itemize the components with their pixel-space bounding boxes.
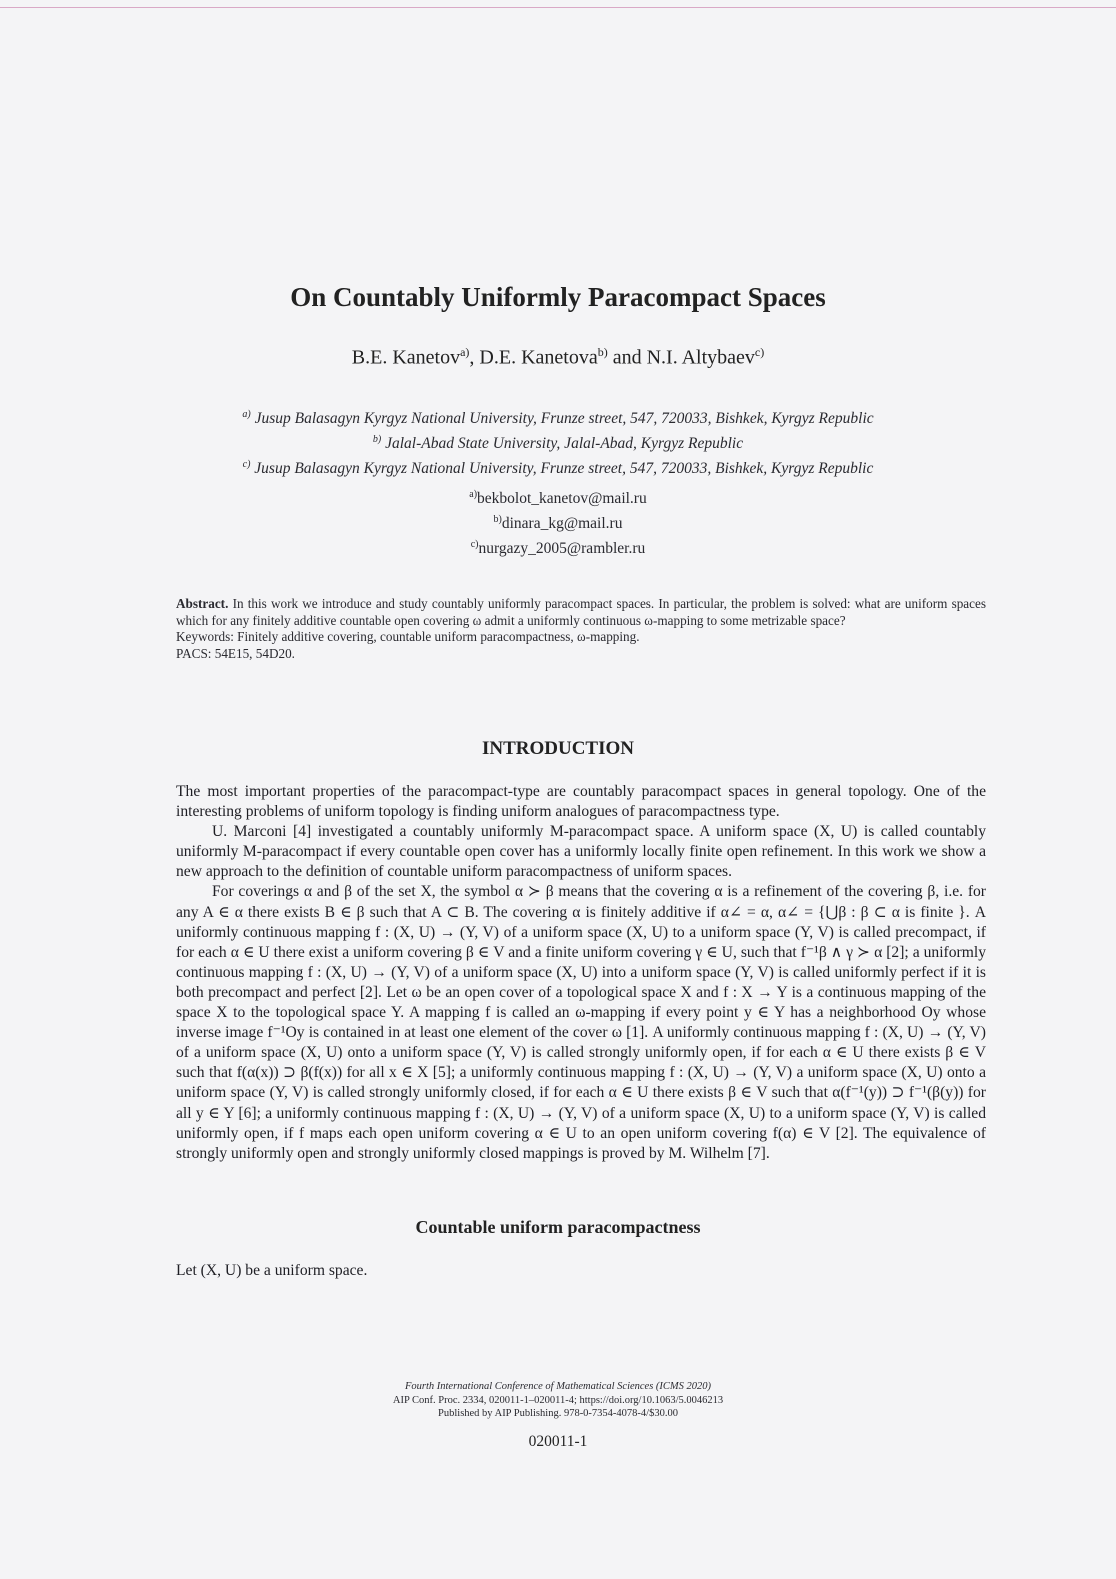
affiliation-mark: c) <box>242 459 251 471</box>
email-mark: a) <box>469 489 478 500</box>
email-mark: b) <box>493 514 502 526</box>
email-mark: c) <box>470 539 479 551</box>
email-line <box>0 484 1116 509</box>
footer-conference: Fourth International Conference of Mathematical Sciences (ICMS 2020) <box>404 1381 712 1392</box>
abstract-text: In this work we introduce and study countably uniformly paracompact spaces. In particular, the problem is solved: what are uniform spaces which for any finitely additive countable open covering ω admit a uniformly continuous ω-mapping to some metrizable space? <box>176 596 986 628</box>
affiliation-mark: a) <box>242 409 251 420</box>
body-paragraph: For coverings α and β of the set X, the symbol α ≻ β means that the covering α is a refinement of the covering β, i.e. for any A ∈ α there exists B ∈ β such that A ⊂ B. The covering α is finitely additive if α∠ = α, α∠ = {⋃β : β ⊂ α is finite }. A uniformly continuous mapping f : (X, U) → (Y, V) of a uniform space (X, U) to a uniform space (Y, V) is called precompact, if for each α ∈ U there exist a uniform covering β ∈ V and a finite uniform covering γ ∈ U, such that f⁻¹β ∧ γ ≻ α [2]; a uniformly continuous mapping f : (X, U) → (Y, V) of a uniform space (X, U) into a uniform space (Y, V) is called uniformly perfect if it is both precompact and perfect [2]. Let ω be an open cover of a topological space X and f : X → Y is a continuous mapping of the space X to the topological space Y. A mapping f is called an ω-mapping if every point y ∈ Y has a neighborhood Oy whose inverse image f⁻¹Oy is contained in at least one element of the cover ω [1]. A uniformly continuous mapping f : (X, U) → (Y, V) of a uniform space (X, U) onto a uniform space (Y, V) is called strongly uniformly open, if for each α ∈ U there exists β ∈ V such that f(α(x)) ⊃ β(f(x)) for all x ∈ X [5]; a uniformly continuous mapping f : (X, U) → (Y, V) a uniform space (X, U) onto a uniform space (Y, V) is called strongly uniformly closed, if for each α ∈ U there exists β ∈ V such that α(f⁻¹(y)) ⊃ f⁻¹(β(y)) for all y ∈ Y [6]; a uniformly continuous mapping f : (X, U) → (Y, V) of a uniform space (X, U) to a uniform space (Y, V) is called uniformly open, if f maps each open uniform covering α ∈ U to an open uniform covering f(α) ∈ V [2]. The equivalence of strongly uniformly open and strongly uniformly closed mappings is proved by M. Wilhelm [7]. <box>176 883 986 1162</box>
affiliation-text: Jusup Balasagyn Kyrgyz National University, Frunze street, 547, 720033, Bishkek, Kyrgyz Republic <box>254 460 874 478</box>
email-address: bekbolot_kanetov@mail.ru <box>477 490 647 508</box>
abstract-label: Abstract. <box>176 596 229 611</box>
author-name: B.E. Kanetov <box>351 346 461 369</box>
author-list <box>0 345 1116 370</box>
author-name: D.E. Kanetova <box>479 346 598 369</box>
affiliation-text: Jalal-Abad State University, Jalal-Abad, Kyrgyz Republic <box>385 435 744 453</box>
abstract-block <box>176 596 986 662</box>
email-address: dinara_kg@mail.ru <box>501 515 623 533</box>
affiliation-mark: b) <box>372 434 382 446</box>
body-paragraph: The most important properties of the paracompact-type are countably paracompact spaces in general topology. One of the interesting problems of uniform topology is finding uniform analogues of paracompactness type. <box>176 783 986 821</box>
affiliation-line <box>0 404 1116 429</box>
author-separator: and <box>607 346 647 369</box>
footer-proceedings: AIP Conf. Proc. 2334, 020011-1–020011-4; https://doi.org/10.1063/5.0046213 <box>392 1394 724 1406</box>
introduction-body <box>176 782 986 1164</box>
author-mark: b) <box>597 345 608 359</box>
author-mark: a) <box>460 345 470 359</box>
affiliation-text: Jusup Balasagyn Kyrgyz National University, Frunze street, 547, 720033, Bishkek, Kyrgyz Republic <box>254 410 874 428</box>
body-paragraph: Let (X, U) be a uniform space. <box>176 1262 368 1279</box>
publication-footer <box>0 1380 1116 1421</box>
footer-publisher: Published by AIP Publishing. 978-0-7354-4078-4/$30.00 <box>438 1408 678 1419</box>
section-heading-introduction: INTRODUCTION <box>481 738 635 759</box>
email-address: nurgazy_2005@rambler.ru <box>478 540 646 558</box>
pacs-line: PACS: 54E15, 54D20. <box>176 645 295 661</box>
email-line <box>0 509 1116 534</box>
email-line <box>0 534 1116 559</box>
affiliation-line <box>0 454 1116 479</box>
section-heading-countable-uniform-paracompactness: Countable uniform paracompactness <box>415 1217 701 1237</box>
body-paragraph: U. Marconi [4] investigated a countably uniformly M-paracompact space. A uniform space (X, U) is called countably uniformly M-paracompact if every countable open cover has a uniformly locally finite open refinement. In this work we show a new approach to the definition of countable uniform paracompactness of uniform spaces. <box>176 823 986 881</box>
author-mark: c) <box>754 345 765 359</box>
email-list <box>0 484 1116 559</box>
author-name: N.I. Altybaev <box>646 346 755 369</box>
abstract-paragraph <box>176 596 986 629</box>
affiliation-list <box>0 404 1116 479</box>
author-separator: , <box>469 346 480 369</box>
paper-title: On Countably Uniformly Paracompact Spaces <box>290 282 826 312</box>
keywords-line: Keywords: Finitely additive covering, countable uniform paracompactness, ω-mapping. <box>176 629 640 644</box>
page-number: 020011-1 <box>528 1433 588 1450</box>
affiliation-line <box>0 429 1116 454</box>
